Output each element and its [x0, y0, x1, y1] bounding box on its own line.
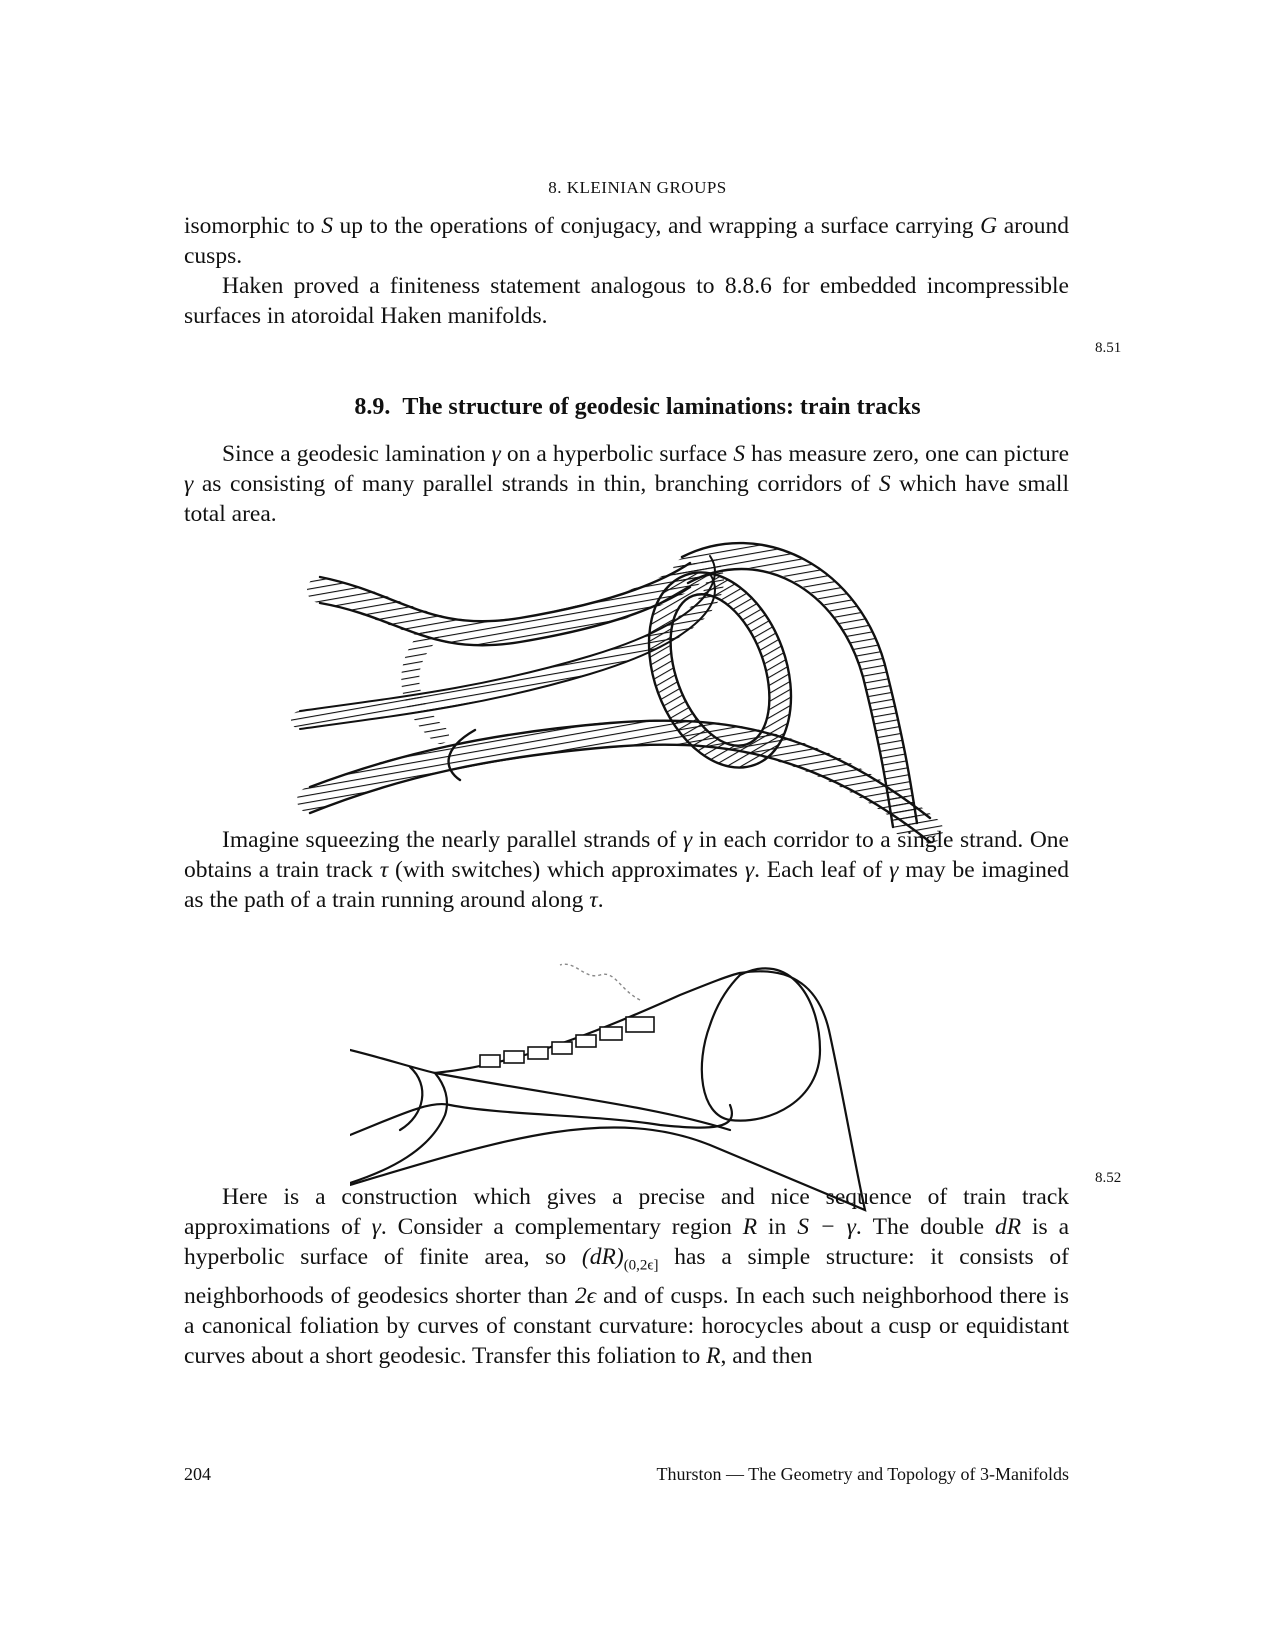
footer-book-title: Thurston — The Geometry and Topology of 3-Manifolds	[656, 1464, 1069, 1484]
smoke	[560, 964, 640, 1000]
train	[480, 1017, 654, 1067]
track-lower-left	[350, 1104, 732, 1135]
paragraph-1: isomorphic to S up to the operations of conjugacy, and wrapping a surface carrying G around cusps.	[184, 213, 1069, 269]
track-outer	[350, 971, 865, 1210]
track-loop	[702, 968, 820, 1120]
track-middle	[435, 1073, 730, 1130]
paragraph-3: Since a geodesic lamination γ on a hyperbolic surface S has measure zero, one can picture γ as consisting of many parallel strands in thin, branching corridors of S which have small total area.	[184, 441, 1069, 527]
section-title: 8.9. The structure of geodesic laminations: train tracks	[354, 394, 921, 420]
running-head: 8. KLEINIAN GROUPS	[548, 178, 727, 197]
paragraph-4: Imagine squeezing the nearly parallel strands of γ in each corridor to a single strand. One obtains a train track τ (with switches) which approximates γ. Each leaf of γ may be imagined as the path of a train running around along τ.	[184, 827, 1070, 913]
margin-note-852: 8.52	[1095, 1170, 1122, 1186]
margin-note-851: 8.51	[1095, 340, 1122, 356]
upper-corridor	[320, 575, 690, 633]
page-number: 204	[184, 1464, 211, 1484]
laminations-corridors-figure	[290, 535, 950, 845]
paragraph-5: Here is a construction which gives a precise and nice sequence of train track approximations of γ. Consider a complementary region R in S − γ. The double dR is a hyperbolic surface of finite area, so $(dR)_{(0,2\epsilon]}$ has a simple structure: it consists of neighborhoods of geodesics shorter than 2ϵ and of cusps. In each such neighborhood there is a canonical foliation by curves of constant curvature: horocycles about a cusp or equidistant curves about a short geodesic. Transfer this foliation to R, and then	[184, 1184, 1070, 1369]
paragraph-2: Haken proved a finiteness statement analogous to 8.8.6 for embedded incompressible surfaces in atoroidal Haken manifolds.	[184, 273, 1069, 329]
train-track-figure	[350, 955, 910, 1220]
